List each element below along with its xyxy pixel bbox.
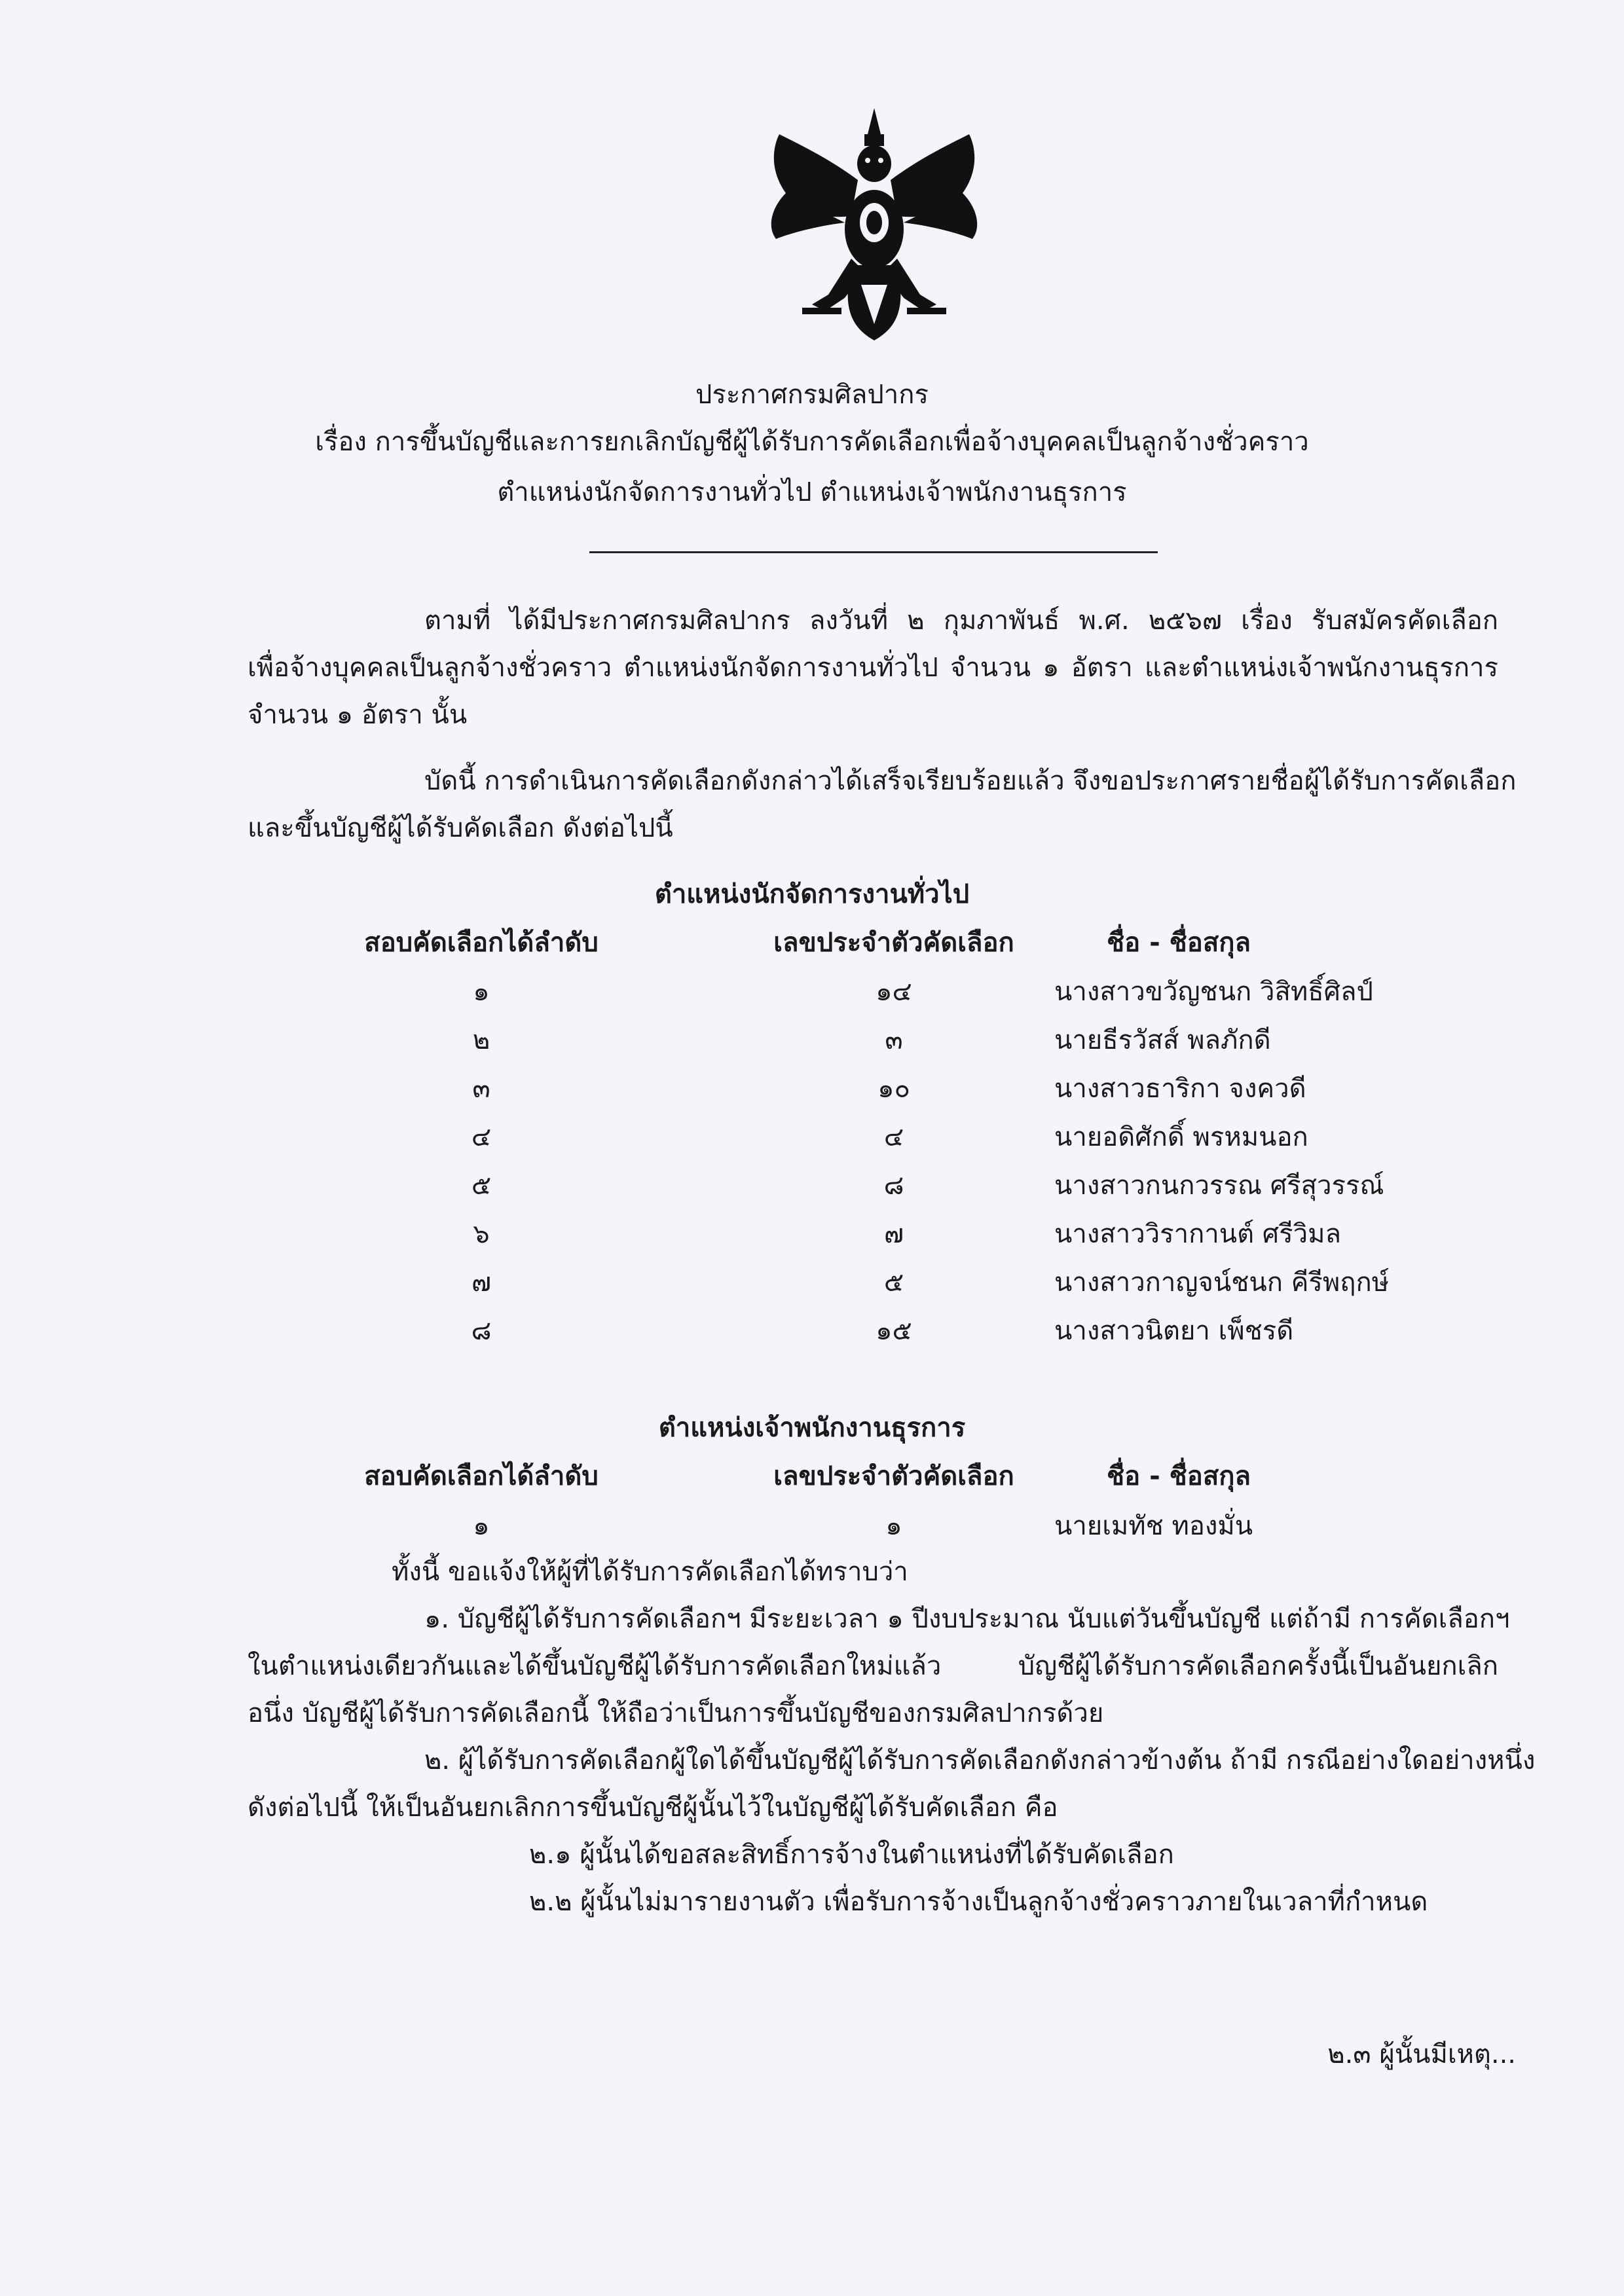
now-line-1: บัดนี้ การดำเนินการคัดเลือกดังกล่าวได้เสร็จเรียบร้อยแล้ว จึงขอประกาศรายชื่อผู้ได้รับการคัดเลือก bbox=[424, 766, 1517, 796]
now-line-2: และขึ้นบัญชีผู้ได้รับคัดเลือก ดังต่อไปนี้ bbox=[248, 813, 673, 843]
table1-id: ๗ bbox=[883, 1219, 904, 1249]
intro-line-2: เพื่อจ้างบุคคลเป็นลูกจ้างชั่วคราว ตำแหน่งนักจัดการงานทั่วไป จำนวน ๑ อัตรา และตำแหน่งเจ้าพนักงานธุรการ bbox=[248, 653, 1498, 683]
intro-line-1: ตามที่ ได้มีประกาศกรมศิลปากร ลงวันที่ ๒ กุมภาพันธ์ พ.ศ. ๒๕๖๗ เรื่อง รับสมัครคัดเลือก bbox=[424, 606, 1498, 636]
now-paragraph bbox=[248, 757, 1517, 852]
table1-name: นางสาวกนกวรรณ ศรีสุวรรณ์ bbox=[1054, 1171, 1384, 1201]
table1-rank: ๑ bbox=[473, 977, 490, 1007]
table1-rank: ๖ bbox=[473, 1219, 490, 1249]
table1-header-name: ชื่อ - ชื่อสกุล bbox=[1107, 928, 1251, 958]
notes-section bbox=[248, 1548, 1536, 1925]
table1-name: นายธีรวัสส์ พลภักดี bbox=[1054, 1025, 1271, 1055]
table1-rank: ๔ bbox=[471, 1122, 492, 1152]
table2-header-name: ชื่อ - ชื่อสกุล bbox=[1107, 1461, 1251, 1491]
table1-id: ๑๔ bbox=[876, 977, 912, 1007]
table1-rank: ๘ bbox=[471, 1316, 492, 1346]
note1-line-3: อนึ่ง บัญชีผู้ได้รับการคัดเลือกนี้ ให้ถือว่าเป็นการขึ้นบัญชีของกรมศิลปากรด้วย bbox=[248, 1698, 1104, 1728]
continuation-footer: ๒.๓ ผู้นั้นมีเหตุ... bbox=[1327, 2039, 1516, 2069]
intro-line-3: จำนวน ๑ อัตรา นั้น bbox=[248, 700, 468, 730]
table2-rank: ๑ bbox=[473, 1511, 490, 1541]
announcement-org: ประกาศกรมศิลปากร bbox=[695, 380, 929, 410]
header-divider bbox=[589, 551, 1158, 553]
table1-name: นายอดิศักดิ์ พรหมนอก bbox=[1054, 1122, 1308, 1152]
table1-id: ๑๕ bbox=[876, 1316, 912, 1346]
table1-header-rank: สอบคัดเลือกได้ลำดับ bbox=[364, 928, 599, 958]
intro-paragraph bbox=[248, 597, 1498, 738]
table2-id: ๑ bbox=[885, 1511, 902, 1541]
table1-name: นางสาวกาญจน์ชนก คีรีพฤกษ์ bbox=[1054, 1267, 1390, 1298]
table1-rank: ๕ bbox=[471, 1171, 492, 1201]
table1-id: ๕ bbox=[883, 1267, 904, 1298]
note2-2: ๒.๒ ผู้นั้นไม่มารายงานตัว เพื่อรับการจ้างเป็นลูกจ้างชั่วคราวภายในเวลาที่กำหนด bbox=[529, 1887, 1428, 1917]
announcement-positions: ตำแหน่งนักจัดการงานทั่วไป ตำแหน่งเจ้าพนักงานธุรการ bbox=[497, 477, 1127, 507]
table1-header-id: เลขประจำตัวคัดเลือก bbox=[773, 928, 1014, 958]
note2-1: ๒.๑ ผู้นั้นได้ขอสละสิทธิ์การจ้างในตำแหน่งที่ได้รับคัดเลือก bbox=[529, 1840, 1174, 1870]
table1-name: นางสาววิรากานต์ ศรีวิมล bbox=[1054, 1219, 1342, 1249]
table1-name: นางสาวธาริกา จงควดี bbox=[1054, 1074, 1306, 1104]
table1-name: นางสาวขวัญชนก วิสิทธิ์ศิลป์ bbox=[1054, 977, 1373, 1007]
table2-header-rank: สอบคัดเลือกได้ลำดับ bbox=[364, 1461, 599, 1491]
announcement-subject: เรื่อง การขึ้นบัญชีและการยกเลิกบัญชีผู้ได้รับการคัดเลือกเพื่อจ้างบุคคลเป็นลูกจ้างชั่วคราว bbox=[315, 427, 1309, 457]
table1-rank: ๒ bbox=[472, 1025, 490, 1055]
note1-line-2: ในตำแหน่งเดียวกันและได้ขึ้นบัญชีผู้ได้รับการคัดเลือกใหม่แล้ว บัญชีผู้ได้รับการคัดเลือกครั้งนี้เป็นอันยกเลิก bbox=[248, 1651, 1498, 1681]
table1-id: ๑๐ bbox=[877, 1074, 910, 1104]
table1-id: ๘ bbox=[883, 1171, 904, 1201]
note2-line-1: ๒. ผู้ได้รับการคัดเลือกผู้ใดได้ขึ้นบัญชีผู้ได้รับการคัดเลือกดังกล่าวข้างต้น ถ้ามี กรณีอย่างใดอย่างหนึ่ง bbox=[424, 1745, 1536, 1776]
table1-title: ตำแหน่งนักจัดการงานทั่วไป bbox=[654, 879, 970, 909]
table2-name: นายเมทัช ทองมั่น bbox=[1054, 1511, 1253, 1541]
table1-rank: ๗ bbox=[471, 1267, 492, 1298]
table1-id: ๓ bbox=[885, 1025, 903, 1055]
table1-name: นางสาวนิตยา เพ็ชรดี bbox=[1054, 1316, 1294, 1346]
note1-line-1: ๑. บัญชีผู้ได้รับการคัดเลือกฯ มีระยะเวลา ๑ ปีงบประมาณ นับแต่วันขึ้นบัญชี แต่ถ้ามี การคัดเลือกฯ bbox=[424, 1604, 1510, 1634]
notes-intro: ทั้งนี้ ขอแจ้งให้ผู้ที่ได้รับการคัดเลือกได้ทราบว่า bbox=[392, 1557, 908, 1587]
note2-line-2: ดังต่อไปนี้ ให้เป็นอันยกเลิกการขึ้นบัญชีผู้นั้นไว้ในบัญชีผู้ได้รับคัดเลือก คือ bbox=[248, 1793, 1058, 1823]
table2-title: ตำแหน่งเจ้าพนักงานธุรการ bbox=[658, 1413, 966, 1443]
table1-rank: ๓ bbox=[472, 1074, 490, 1104]
garuda-emblem-icon bbox=[766, 108, 982, 344]
table2-header-id: เลขประจำตัวคัดเลือก bbox=[773, 1461, 1014, 1491]
table1-id: ๔ bbox=[883, 1122, 904, 1152]
